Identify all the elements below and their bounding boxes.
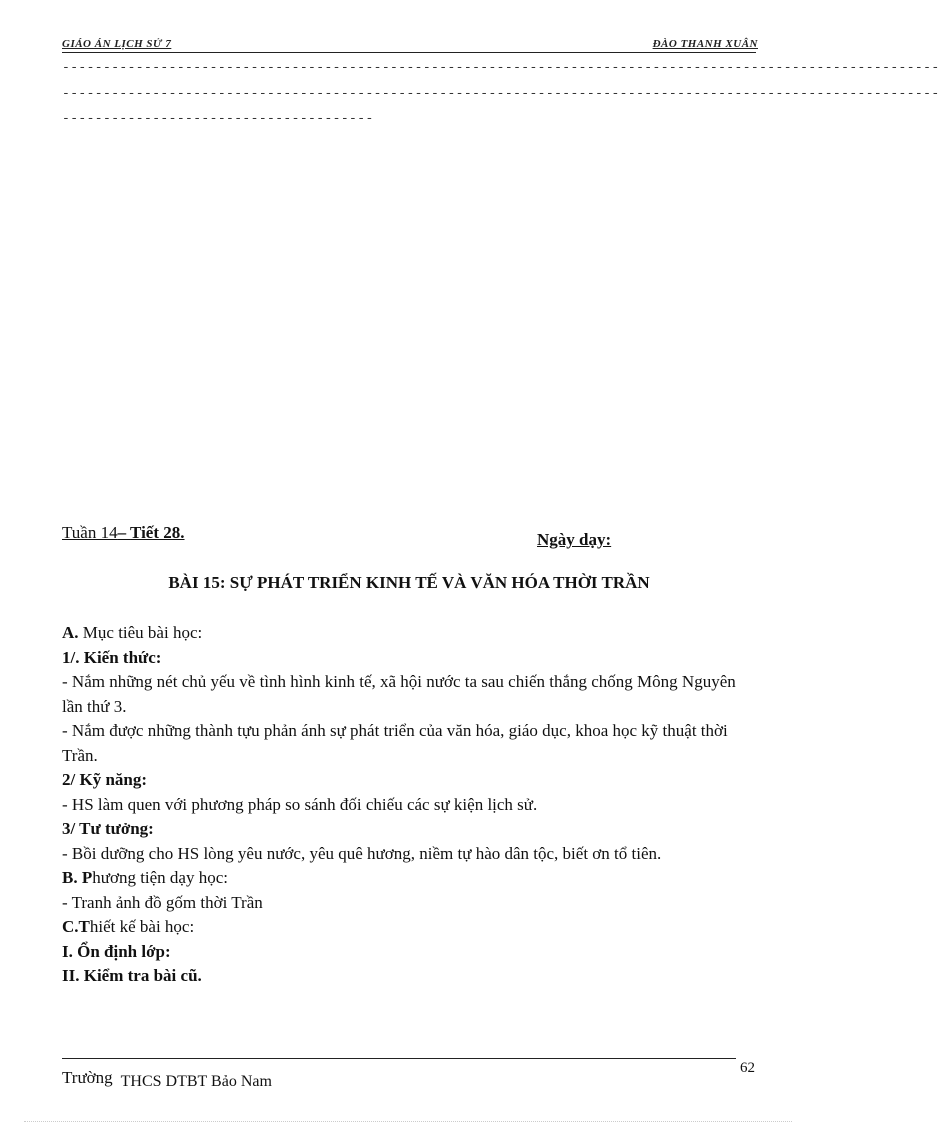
skills-heading: 2/ Kỹ năng: (62, 770, 148, 789)
section-i (62, 940, 752, 965)
section-ii: II. Kiểm tra bài cũ. (62, 966, 202, 985)
school-name: THCS DTBT Bảo Nam (120, 1073, 272, 1090)
header-right-author: ĐÀO THANH XUÂN (652, 38, 758, 50)
knowledge-item: - Nắm được những thành tựu phản ánh sự phát triển của văn hóa, giáo dục, khoa học kỹ thuật thời Trần. (62, 721, 728, 765)
knowledge-heading: 1/. Kiến thức: (62, 647, 162, 667)
section-i-label: I. Ổ (62, 941, 91, 961)
section-c-text: hiết kế bài học: (89, 917, 195, 936)
dashed-filler-line: ----------------------------------------------------------------------------------------------------------- (62, 86, 940, 101)
section-b-bold: P (77, 868, 93, 887)
lesson-title: BÀI 15: SỰ PHÁT TRIỂN KINH TẾ VÀ VĂN HÓA THỜI TRẦN (168, 573, 650, 592)
page-number: 62 (740, 1060, 755, 1076)
dashed-filler-line: -------------------------------------- (62, 111, 374, 126)
week-period-heading (62, 523, 185, 543)
skills-item: - HS làm quen với phương pháp so sánh đối chiếu các sự kiện lịch sử. (62, 794, 538, 814)
section-a (62, 621, 752, 646)
section-b-label: B. (62, 868, 78, 887)
section-i-text: n định lớp: (90, 941, 171, 961)
teaching-date-label: Ngày dạy: (537, 530, 612, 549)
section-c-label: C.T (62, 917, 90, 936)
materials-item: - Tranh ảnh đồ gốm thời Trần (62, 892, 263, 912)
week-label: Tuần 14 (62, 523, 118, 542)
knowledge-item: - Nắm những nét chủ yếu về tình hình kinh tế, xã hội nước ta sau chiến thắng chống Mông Nguyên lần thứ 3. (62, 672, 736, 716)
attitude-heading: 3/ Tư tưởng: (62, 819, 154, 838)
page-bottom-border (24, 1121, 792, 1122)
section-b (62, 866, 752, 891)
section-a-label: A. (62, 623, 79, 642)
header-rule (62, 52, 756, 53)
dashed-filler-line: ----------------------------------------------------------------------------------------------------------- (62, 60, 940, 75)
footer-rule (62, 1058, 736, 1059)
period-label: Tiết 28. (130, 523, 185, 542)
attitude-item: - Bồi dưỡng cho HS lòng yêu nước, yêu quê hương, niềm tự hào dân tộc, biết ơn tổ tiên. (62, 843, 662, 863)
header-left-title: GIÁO ÁN LỊCH SỬ 7 (62, 38, 172, 50)
section-a-text: Mục tiêu bài học: (78, 623, 203, 642)
footer-school (62, 1068, 272, 1088)
section-b-text: hương tiện dạy học: (92, 868, 228, 887)
week-separator: – (117, 523, 131, 542)
school-prefix: Trường (62, 1068, 113, 1087)
lesson-body (62, 621, 752, 989)
section-c (62, 915, 752, 940)
